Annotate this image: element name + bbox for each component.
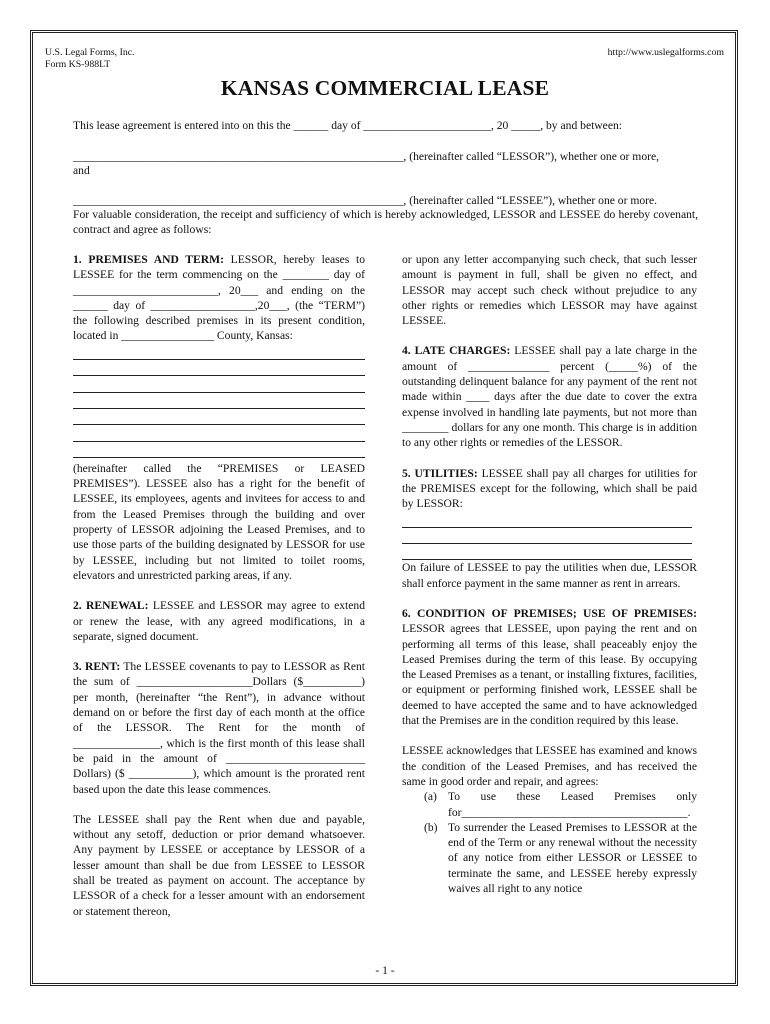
blank-line [73, 344, 365, 360]
page-number: - 1 - [375, 964, 395, 977]
section-6-condition-of-premises [402, 606, 697, 728]
list-item [402, 789, 697, 820]
section-4-late-charges [402, 343, 697, 450]
section-5-text: LESSEE shall pay all charges for utilities for the PREMISES except for the following, which shall be paid by LESSOR: [402, 466, 697, 511]
section-4-text: LESSEE shall pay a late charge in the amount of ______________ percent (_____%) of the outstanding delinquent balance for any payment of the rent not made within ____ days after the due date to cover the extra expense involved in handling late payments, but not more than ________ dollars for any one month. This charge is in addition to any other rights or remedies of the LESSOR. [402, 344, 697, 450]
section-1-heading: 1. PREMISES AND TERM: [73, 253, 224, 266]
section-5-heading: 5. UTILITIES: [402, 466, 478, 480]
right-column [402, 252, 697, 896]
section-3-rent [73, 659, 365, 797]
intro-opening: This lease agreement is entered into on this the ______ day of ______________________, 20 _____, by and between: [73, 119, 622, 132]
header-url[interactable]: http://www.uslegalforms.com [607, 47, 724, 58]
section-1-continued: (hereinafter called the “PREMISES or LEASED PREMISES”). LESSEE also has a right for the benefit of LESSEE, its employees, agents and invitees for access to and from the Leased Premises through the building and over property of LESSOR adjoining the Leased Premises, and to use those parts of the building designated by LESSOR for use by LESSEE, including but not limited to toilet rooms, elevators and unrestricted parking areas, if any. [73, 461, 365, 582]
intro-lessee-line: _________________________________________________________, (hereinafter called “LESSEE”), whether one or more. [73, 194, 658, 207]
blank-line [73, 442, 365, 458]
list-marker: (b) [424, 820, 438, 834]
list-item-text: To surrender the Leased Premises to LESSOR at the end of the Term or any renewal without the necessity of any notice from either LESSOR or LESSEE to terminate the same, and LESSEE hereby expressly waives all right to any notice [448, 820, 697, 895]
section-5-enforcement: On failure of LESSEE to pay the utilities when due, LESSOR shall enforce payment in the same manner as rent in arrears. [402, 561, 697, 590]
section-4-heading: 4. LATE CHARGES: [402, 344, 511, 358]
section-1-text: LESSOR, hereby leases to LESSEE for the term commencing on the ________ day of _________________________, 20___ and ending on the ______ day of __________________,20___, (the “TERM”) the following described premises in its present condition, located in ________________ County, Kansas: [73, 253, 365, 343]
section-2-renewal [73, 598, 365, 644]
intro-consideration: For valuable consideration, the receipt and sufficiency of which is hereby acknowledged, LESSOR and LESSEE do hereby covenant, contract and agree as follows: [73, 208, 698, 237]
section-1-premises-and-term [73, 252, 365, 344]
premises-description-lines [73, 344, 365, 458]
section-6-acknowledgment: LESSEE acknowledges that LESSEE has examined and knows the condition of the Leased Premises, and has received the same in good order and repair, and agrees: [402, 744, 697, 788]
publisher-name: U.S. Legal Forms, Inc. [45, 47, 135, 58]
blank-line [73, 425, 365, 441]
left-column [73, 252, 365, 919]
section-3-text: The LESSEE covenants to pay to LESSOR as Rent the sum of ____________________Dollars ($__________) per month, (hereinafter “the Rent”), in advance without demand on or before the first day of each month at the office of the LESSOR. The Rent for the month of _______________, which is the first month of this lease shall be paid in the amount of ________________________ Dollars) ($ ___________), which amount is the prorated rent based upon the date this lease commences. [73, 660, 365, 796]
blank-line [402, 528, 692, 544]
section-2-heading: 2. RENEWAL: [73, 599, 149, 613]
section-5-utilities [402, 466, 697, 512]
form-number: Form KS-988LT [45, 59, 111, 70]
section-3-payment-terms: The LESSEE shall pay the Rent when due and payable, without any setoff, deduction or prior demand whatsoever. Any payment by LESSEE or acceptance by LESSOR of a lesser amount than shall be due from LESSEE to LESSOR shall be treated as payment on account. The acceptance by LESSOR of a check for a lesser amount with an endorsement or statement thereon, [73, 812, 365, 918]
list-item-text: To use these Leased Premises only for_______________________________________. [448, 790, 697, 819]
blank-line [73, 409, 365, 425]
header-left [45, 47, 135, 71]
document-title: KANSAS COMMERCIAL LEASE [220, 76, 550, 100]
blank-line [73, 360, 365, 376]
blank-line [402, 511, 692, 527]
section-3-heading: 3. RENT: [73, 660, 121, 674]
blank-line [73, 376, 365, 392]
blank-line [402, 544, 692, 560]
intro-and: and [73, 164, 90, 177]
section-6-text: LESSOR agrees that LESSEE, upon paying the rent and on performing all terms of this lease, shall peaceably enjoy the Leased Premises during the term of this lease. By occupying the Leased Premises as a tenant, or installing fixtures, facilities, or equipment or performing finished work, LESSEE shall be deemed to have accepted the same and to have acknowledged that the Premises are in the condition required by this lease. [402, 622, 697, 728]
list-marker: (a) [424, 790, 437, 804]
section-3-continued: or upon any letter accompanying such check, that such lesser amount is payment in full, shall be given no effect, and LESSOR may accept such check without prejudice to any other rights or remedies which LESSOR may have against LESSEE. [402, 253, 697, 328]
section-2-text: LESSEE and LESSOR may agree to extend or renew the lease, with any agreed modifications, in a separate, signed document. [73, 599, 365, 643]
blank-line [73, 393, 365, 409]
utilities-lines [402, 511, 697, 560]
list-item [402, 820, 697, 896]
section-6-heading: 6. CONDITION OF PREMISES; USE OF PREMISES: [402, 606, 697, 620]
intro-lessor-line: _________________________________________________________, (hereinafter called “LESSOR”), whether one or more, [73, 150, 660, 163]
agreement-list [402, 789, 697, 896]
